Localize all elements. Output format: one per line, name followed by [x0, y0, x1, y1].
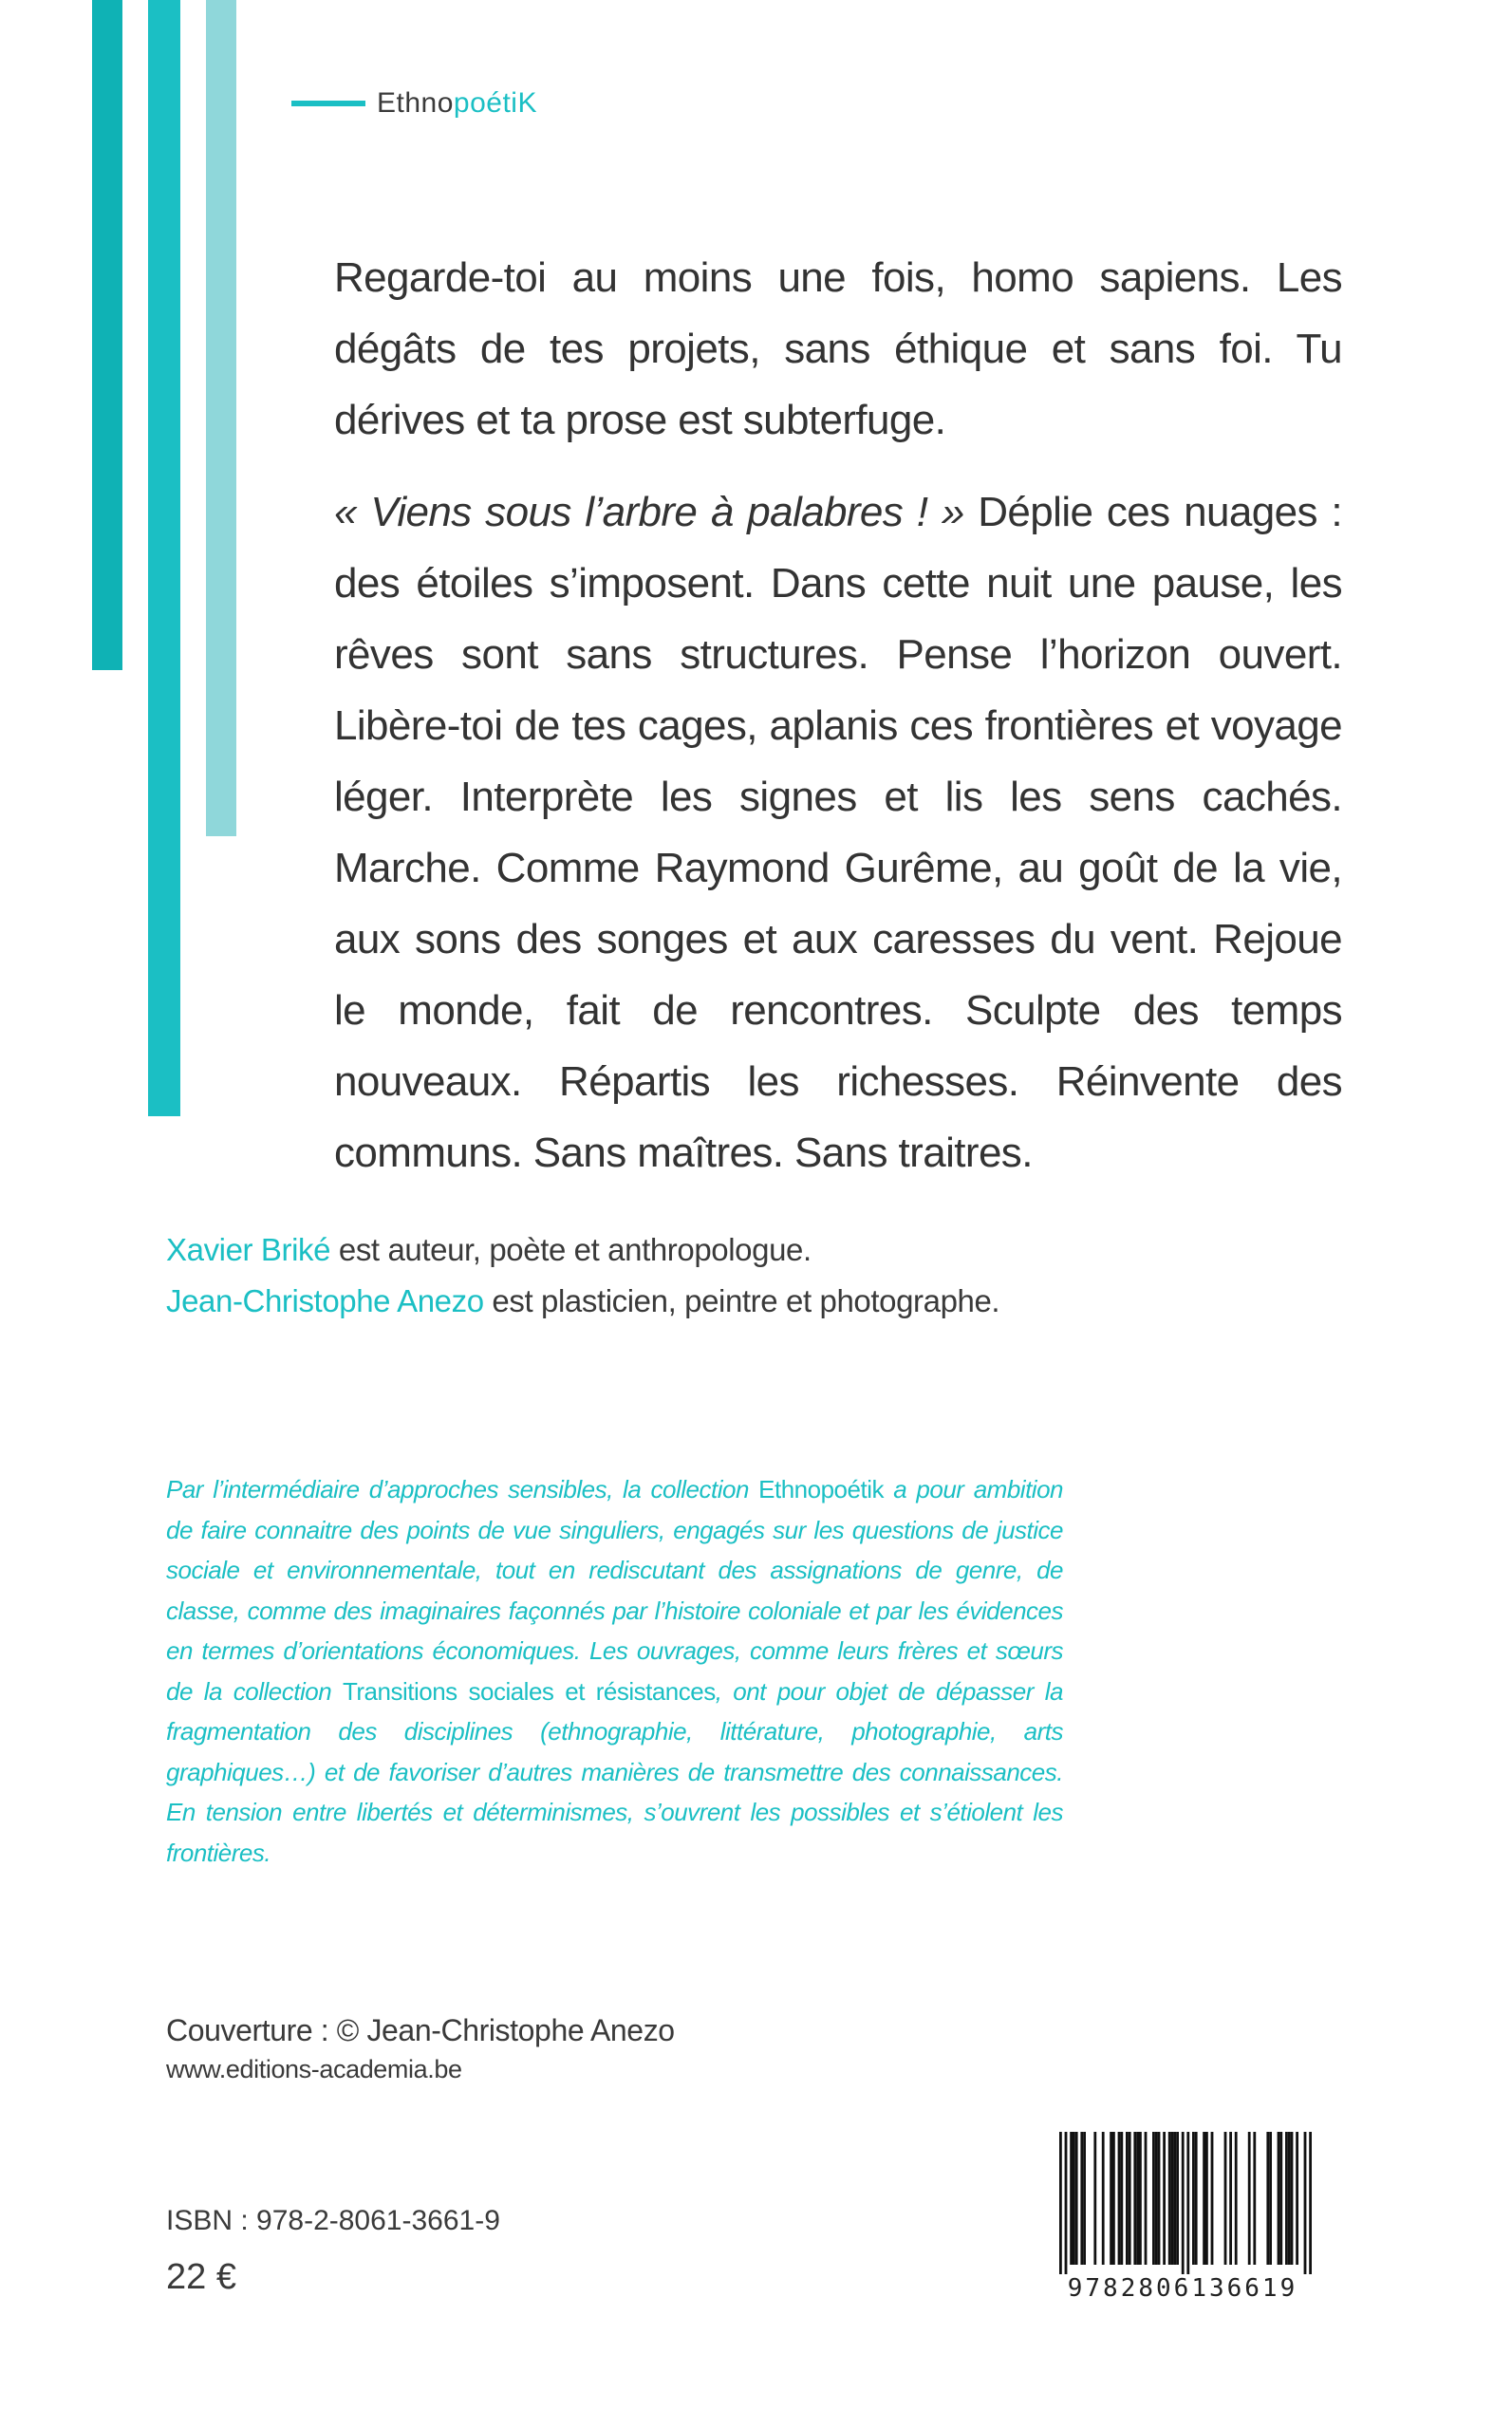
barcode-bar	[1288, 2132, 1291, 2265]
barcode-bar	[1278, 2132, 1280, 2265]
barcode-bar	[1152, 2132, 1155, 2265]
sister-collection-name: Transitions sociales et résistances	[342, 1676, 716, 1706]
barcode-bar	[1182, 2132, 1185, 2274]
cover-credit: Couverture : © Jean-Christophe Anezo	[166, 2013, 675, 2047]
author-bio	[166, 1224, 999, 1276]
barcode-bar	[1158, 2132, 1161, 2265]
collection-name: Ethnopoétik	[758, 1475, 884, 1503]
blurb-paragraph-2-text: Déplie ces nuages : des étoiles s’imposent. Dans cette nuit une pause, les rêves sont sans structures. Pense l’horizon ouvert. Libère-toi de tes cages, aplanis ces frontières et voyage léger. Interprète les signes et lis les sens cachés. Marche. Comme Raymond Gurême, au goût de la vie, aux sons des songes et aux caresses du vent. Rejoue le monde, fait de rencontres. Sculpte des temps nouveaux. Répartis les richesses. Réinvente des communs. Sans maîtres. Sans traitres.	[334, 489, 1342, 1176]
barcode-bar	[1296, 2132, 1298, 2265]
barcode-bar	[1304, 2132, 1307, 2274]
barcode-bar	[1155, 2132, 1158, 2265]
back-cover-blurb	[334, 242, 1342, 1188]
blurb-paragraph-2	[334, 476, 1342, 1188]
barcode-bar	[1129, 2132, 1131, 2265]
author-bios	[166, 1224, 999, 1327]
barcode-digits: 9782806136619	[1067, 2274, 1298, 2303]
author-name: Xavier Briké	[166, 1232, 331, 1267]
barcode-bar	[1195, 2132, 1198, 2265]
barcode-bar	[1065, 2132, 1068, 2274]
barcode-bar	[1266, 2132, 1269, 2265]
barcode-bar	[1110, 2132, 1112, 2265]
publisher-website: www.editions-academia.be	[166, 2055, 462, 2083]
blurb-quote: « Viens sous l’arbre à palabres ! »	[334, 489, 964, 535]
barcode-bar	[1133, 2132, 1136, 2265]
barcode-bar	[1224, 2132, 1227, 2265]
barcode-bar	[1059, 2132, 1062, 2274]
artist-bio	[166, 1276, 999, 1327]
barcode-bar	[1269, 2132, 1272, 2265]
barcode-bar	[1145, 2132, 1148, 2265]
barcode-bars	[1042, 2132, 1323, 2274]
barcode-bar	[1163, 2132, 1166, 2265]
barcode-bar	[1073, 2132, 1075, 2265]
barcode-bar	[1139, 2132, 1142, 2265]
barcode-bar	[1112, 2132, 1115, 2265]
artist-name: Jean-Christophe Anezo	[166, 1283, 484, 1318]
barcode-bar	[1176, 2132, 1179, 2265]
barcode-bar	[1083, 2132, 1086, 2265]
series-name: EthnopoétiK	[377, 87, 537, 119]
barcode-bar	[1253, 2132, 1256, 2265]
decorative-bar-3	[206, 0, 236, 836]
barcode-bar	[1075, 2132, 1078, 2265]
barcode-bar	[1229, 2132, 1232, 2265]
barcode-bar	[1171, 2132, 1174, 2265]
barcode-bar	[1192, 2132, 1195, 2265]
artist-description: est plasticien, peintre et photographe.	[483, 1283, 1000, 1318]
price: 22 €	[166, 2257, 236, 2297]
barcode-bar	[1291, 2132, 1294, 2265]
barcode-bar	[1211, 2132, 1214, 2265]
decorative-bar-1	[92, 0, 122, 670]
barcode-bar	[1309, 2132, 1312, 2274]
barcode-bar	[1102, 2132, 1105, 2265]
barcode-bar	[1168, 2132, 1171, 2265]
isbn: ISBN : 978-2-8061-3661-9	[166, 2205, 500, 2236]
barcode-bar	[1279, 2132, 1282, 2265]
barcode-bar	[1235, 2132, 1238, 2265]
decorative-bar-2	[148, 0, 180, 1116]
barcode-bar	[1285, 2132, 1288, 2265]
barcode-bar	[1120, 2132, 1123, 2265]
barcode-bar	[1205, 2132, 1208, 2265]
series-logo	[291, 87, 537, 120]
barcode-bar	[1136, 2132, 1139, 2265]
collection-description: Par l’intermédiaire d’approches sensibles, la collection Ethnopoétik a pour ambition de faire connaitre des points de vue singuliers, engagés sur les questions de justice sociale et environnementale, tout en rediscutant des assignations de genre, de classe, comme des imaginaires façonnés par l’histoire coloniale et par les évidences en termes d’orientations économiques. Les ouvrages, comme leurs frères et sœurs de la collection Transitions sociales et résistances, ont pour objet de dépasser la fragmentation des disciplines (ethnographie, littérature, photographie, arts graphiques…) et de favoriser d’autres manières de transmettre des connaissances. En tension entre libertés et déterminismes, s’ouvrent les possibles et s’étiolent les frontières.	[166, 1475, 1063, 1867]
series-line	[291, 101, 365, 106]
barcode-bar	[1186, 2132, 1189, 2274]
barcode-bar	[1173, 2132, 1176, 2265]
barcode-bar	[1093, 2132, 1096, 2265]
barcode-bar	[1080, 2132, 1083, 2265]
barcode-bar	[1070, 2132, 1073, 2265]
barcode-bar	[1126, 2132, 1129, 2265]
blurb-paragraph-1: Regarde-toi au moins une fois, homo sapiens. Les dégâts de tes projets, sans éthique et sans foi. Tu dérives et ta prose est subterfuge.	[334, 254, 1342, 443]
barcode-bar	[1203, 2132, 1205, 2265]
barcode-bar	[1248, 2132, 1251, 2265]
barcode	[1035, 2124, 1331, 2306]
author-description: est auteur, poète et anthropologue.	[330, 1232, 812, 1267]
barcode-bar	[1118, 2132, 1121, 2265]
